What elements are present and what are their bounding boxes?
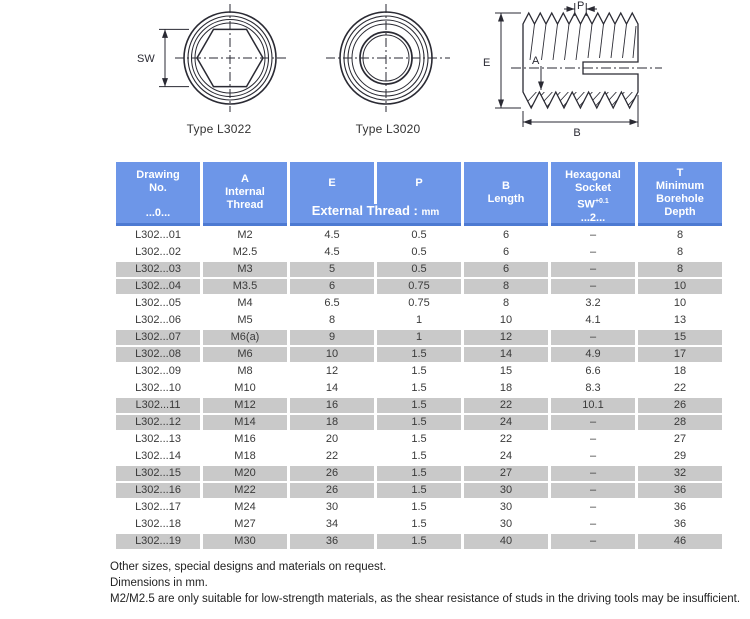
cell-length-b: 40 xyxy=(464,534,548,549)
a-dimension-label: A xyxy=(532,55,540,67)
table-row xyxy=(116,364,722,379)
cell-borehole-t: 27 xyxy=(638,432,722,447)
hex-socket-drawing-icon xyxy=(133,0,305,120)
p-dimension-label: P xyxy=(577,0,585,12)
cell-hex-socket-sw: – xyxy=(551,517,635,532)
table-row xyxy=(116,347,722,362)
cell-borehole-t: 46 xyxy=(638,534,722,549)
cell-hex-socket-sw: – xyxy=(551,534,635,549)
header-text: Socket xyxy=(574,182,612,194)
col-header-e: E xyxy=(328,176,336,189)
cell-dim-p: 0.75 xyxy=(377,296,461,311)
cell-internal-thread: M8 xyxy=(203,364,287,379)
col-header-borehole-depth xyxy=(638,162,722,226)
cell-internal-thread: M24 xyxy=(203,500,287,515)
cell-internal-thread: M6 xyxy=(203,347,287,362)
cell-length-b: 30 xyxy=(464,483,548,498)
table-row xyxy=(116,432,722,447)
cell-borehole-t: 10 xyxy=(638,296,722,311)
col-header-drawing-no xyxy=(116,162,200,226)
cell-hex-socket-sw: – xyxy=(551,245,635,260)
header-text: Length xyxy=(487,192,525,205)
cell-length-b: 10 xyxy=(464,313,548,328)
cell-hex-socket-sw: – xyxy=(551,466,635,481)
col-header-hex-socket xyxy=(551,162,635,226)
cell-drawing-no: L302...05 xyxy=(116,296,200,311)
cell-dim-e: 6 xyxy=(290,279,374,294)
table-row xyxy=(116,466,722,481)
cell-dim-e: 26 xyxy=(290,483,374,498)
cell-internal-thread: M4 xyxy=(203,296,287,311)
cell-drawing-no: L302...18 xyxy=(116,517,200,532)
cell-borehole-t: 26 xyxy=(638,398,722,413)
cell-borehole-t: 8 xyxy=(638,245,722,260)
cell-dim-e: 34 xyxy=(290,517,374,532)
cell-dim-p: 1 xyxy=(377,313,461,328)
cell-internal-thread: M16 xyxy=(203,432,287,447)
cell-borehole-t: 32 xyxy=(638,466,722,481)
cell-dim-e: 22 xyxy=(290,449,374,464)
cell-internal-thread: M18 xyxy=(203,449,287,464)
cell-dim-e: 10 xyxy=(290,347,374,362)
cell-hex-socket-sw: 4.1 xyxy=(551,313,635,328)
cell-internal-thread: M5 xyxy=(203,313,287,328)
table-row xyxy=(116,330,722,345)
cell-dim-e: 16 xyxy=(290,398,374,413)
cell-hex-socket-sw: – xyxy=(551,330,635,345)
table-row xyxy=(116,534,722,549)
cell-internal-thread: M12 xyxy=(203,398,287,413)
cell-dim-p: 1.5 xyxy=(377,398,461,413)
cell-borehole-t: 36 xyxy=(638,517,722,532)
cell-internal-thread: M20 xyxy=(203,466,287,481)
cell-dim-e: 30 xyxy=(290,500,374,515)
cell-internal-thread: M3.5 xyxy=(203,279,287,294)
cell-dim-p: 1.5 xyxy=(377,415,461,430)
header-text: $SW^{+0.1}$ xyxy=(577,198,609,211)
drawing-side-section xyxy=(478,0,666,140)
table-row xyxy=(116,279,722,294)
cell-hex-socket-sw: – xyxy=(551,483,635,498)
cell-dim-e: 8 xyxy=(290,313,374,328)
cell-drawing-no: L302...07 xyxy=(116,330,200,345)
cell-dim-p: 0.5 xyxy=(377,262,461,277)
table-row xyxy=(116,381,722,396)
cell-length-b: 24 xyxy=(464,415,548,430)
cell-hex-socket-sw: – xyxy=(551,449,635,464)
table-row xyxy=(116,415,722,430)
cell-hex-socket-sw: – xyxy=(551,228,635,243)
cell-drawing-no: L302...12 xyxy=(116,415,200,430)
header-text: Drawing xyxy=(136,169,180,181)
cell-length-b: 27 xyxy=(464,466,548,481)
cell-borehole-t: 10 xyxy=(638,279,722,294)
table-row xyxy=(116,449,722,464)
cell-length-b: 22 xyxy=(464,398,548,413)
table-row xyxy=(116,228,722,243)
cell-length-b: 30 xyxy=(464,517,548,532)
cell-borehole-t: 8 xyxy=(638,262,722,277)
cell-dim-p: 1.5 xyxy=(377,534,461,549)
cell-dim-p: 0.5 xyxy=(377,245,461,260)
cell-dim-p: 1.5 xyxy=(377,449,461,464)
cell-dim-e: 18 xyxy=(290,415,374,430)
cell-length-b: 6 xyxy=(464,228,548,243)
cell-hex-socket-sw: – xyxy=(551,279,635,294)
table-row xyxy=(116,313,722,328)
cell-dim-p: 1.5 xyxy=(377,364,461,379)
cell-length-b: 15 xyxy=(464,364,548,379)
cell-internal-thread: M3 xyxy=(203,262,287,277)
cell-dim-p: 1.5 xyxy=(377,347,461,362)
cell-dim-p: 1.5 xyxy=(377,517,461,532)
cell-drawing-no: L302...13 xyxy=(116,432,200,447)
cell-length-b: 30 xyxy=(464,500,548,515)
b-dimension-label: B xyxy=(573,127,581,139)
cell-internal-thread: M2 xyxy=(203,228,287,243)
cell-internal-thread: M6(a) xyxy=(203,330,287,345)
cell-dim-e: 12 xyxy=(290,364,374,379)
cell-dim-p: 1.5 xyxy=(377,432,461,447)
cell-hex-socket-sw: 3.2 xyxy=(551,296,635,311)
cell-length-b: 6 xyxy=(464,262,548,277)
cell-dim-e: 14 xyxy=(290,381,374,396)
cell-dim-p: 1.5 xyxy=(377,381,461,396)
cell-dim-e: 6.5 xyxy=(290,296,374,311)
cell-internal-thread: M22 xyxy=(203,483,287,498)
cell-hex-socket-sw: 10.1 xyxy=(551,398,635,413)
cell-drawing-no: L302...11 xyxy=(116,398,200,413)
caption-type-l3020: Type L3020 xyxy=(355,122,421,136)
cell-drawing-no: L302...09 xyxy=(116,364,200,379)
cell-length-b: 8 xyxy=(464,296,548,311)
drawing-front-round-l3020 xyxy=(312,0,464,136)
cell-borehole-t: 36 xyxy=(638,483,722,498)
cell-length-b: 22 xyxy=(464,432,548,447)
spec-table-header xyxy=(116,162,722,226)
cell-drawing-no: L302...14 xyxy=(116,449,200,464)
table-row xyxy=(116,245,722,260)
header-text: No. xyxy=(149,182,167,194)
cell-internal-thread: M2.5 xyxy=(203,245,287,260)
external-thread-span-label: External Thread : mm xyxy=(311,203,440,218)
cell-dim-e: 9 xyxy=(290,330,374,345)
drawing-front-hex-l3022 xyxy=(133,0,305,136)
cell-drawing-no: L302...10 xyxy=(116,381,200,396)
table-row xyxy=(116,517,722,532)
cell-hex-socket-sw: – xyxy=(551,262,635,277)
col-header-p: P xyxy=(374,162,461,204)
cell-drawing-no: L302...08 xyxy=(116,347,200,362)
cell-borehole-t: 36 xyxy=(638,500,722,515)
table-row xyxy=(116,262,722,277)
table-row xyxy=(116,398,722,413)
col-header-internal-thread xyxy=(203,162,287,226)
cell-dim-p: 1.5 xyxy=(377,483,461,498)
col-header-external-thread xyxy=(290,162,461,226)
cell-dim-p: 1 xyxy=(377,330,461,345)
cell-length-b: 8 xyxy=(464,279,548,294)
header-text: Minimum xyxy=(655,179,705,192)
cell-length-b: 6 xyxy=(464,245,548,260)
cell-drawing-no: L302...01 xyxy=(116,228,200,243)
note-m2-warning: M2/M2.5 are only suitable for low-strength materials, as the shear resistance of studs in the driving tools may be insufficient. xyxy=(110,593,741,605)
cell-length-b: 24 xyxy=(464,449,548,464)
col-header-length xyxy=(464,162,548,226)
spec-table-body xyxy=(116,228,722,549)
hex-socket-code: ...2... xyxy=(580,211,606,224)
cell-dim-e: 26 xyxy=(290,466,374,481)
cell-hex-socket-sw: – xyxy=(551,500,635,515)
cell-drawing-no: L302...03 xyxy=(116,262,200,277)
header-text: B xyxy=(502,179,510,192)
cell-dim-p: 1.5 xyxy=(377,466,461,481)
table-row xyxy=(116,296,722,311)
e-dimension-label: E xyxy=(483,57,491,69)
cell-internal-thread: M14 xyxy=(203,415,287,430)
table-row xyxy=(116,483,722,498)
cell-length-b: 14 xyxy=(464,347,548,362)
cell-dim-p: 1.5 xyxy=(377,500,461,515)
sw-dimension-label: SW xyxy=(137,53,155,65)
cell-drawing-no: L302...02 xyxy=(116,245,200,260)
cell-hex-socket-sw: 4.9 xyxy=(551,347,635,362)
cell-dim-p: 0.5 xyxy=(377,228,461,243)
technical-drawings xyxy=(0,0,750,152)
cell-drawing-no: L302...17 xyxy=(116,500,200,515)
cell-dim-e: 20 xyxy=(290,432,374,447)
cell-borehole-t: 22 xyxy=(638,381,722,396)
table-row xyxy=(116,500,722,515)
round-bore-drawing-icon xyxy=(312,0,464,120)
cell-dim-e: 5 xyxy=(290,262,374,277)
cell-borehole-t: 15 xyxy=(638,330,722,345)
cell-drawing-no: L302...19 xyxy=(116,534,200,549)
cell-borehole-t: 18 xyxy=(638,364,722,379)
spec-table xyxy=(113,160,725,551)
cell-borehole-t: 13 xyxy=(638,313,722,328)
cell-internal-thread: M27 xyxy=(203,517,287,532)
cell-length-b: 18 xyxy=(464,381,548,396)
cell-hex-socket-sw: – xyxy=(551,415,635,430)
cell-dim-e: 4.5 xyxy=(290,228,374,243)
cell-internal-thread: M30 xyxy=(203,534,287,549)
cell-dim-e: 36 xyxy=(290,534,374,549)
header-text: T xyxy=(676,166,684,179)
cell-length-b: 12 xyxy=(464,330,548,345)
sw-tolerance: +0.1 xyxy=(594,198,609,205)
header-text: A xyxy=(241,173,249,185)
footer-notes xyxy=(110,559,750,607)
header-text: Internal xyxy=(225,186,265,198)
cell-borehole-t: 29 xyxy=(638,449,722,464)
cell-drawing-no: L302...15 xyxy=(116,466,200,481)
cell-drawing-no: L302...06 xyxy=(116,313,200,328)
header-text: Thread xyxy=(226,199,264,211)
cell-borehole-t: 17 xyxy=(638,347,722,362)
header-text: Depth xyxy=(664,205,696,218)
header-text: Borehole xyxy=(656,192,704,205)
note-other-sizes: Other sizes, special designs and materials on request. xyxy=(110,561,387,573)
section-drawing-icon xyxy=(478,0,666,140)
cell-hex-socket-sw: 6.6 xyxy=(551,364,635,379)
cell-drawing-no: L302...04 xyxy=(116,279,200,294)
cell-internal-thread: M10 xyxy=(203,381,287,396)
unit-label: mm xyxy=(421,207,440,218)
cell-dim-p: 0.75 xyxy=(377,279,461,294)
cell-dim-e: 4.5 xyxy=(290,245,374,260)
drawing-no-code: ...0... xyxy=(145,207,171,219)
cell-borehole-t: 8 xyxy=(638,228,722,243)
cell-drawing-no: L302...16 xyxy=(116,483,200,498)
cell-hex-socket-sw: 8.3 xyxy=(551,381,635,396)
header-text: Hexagonal xyxy=(565,169,621,181)
caption-type-l3022: Type L3022 xyxy=(186,122,252,136)
note-dimensions: Dimensions in mm. xyxy=(110,577,208,589)
cell-hex-socket-sw: – xyxy=(551,432,635,447)
cell-borehole-t: 28 xyxy=(638,415,722,430)
